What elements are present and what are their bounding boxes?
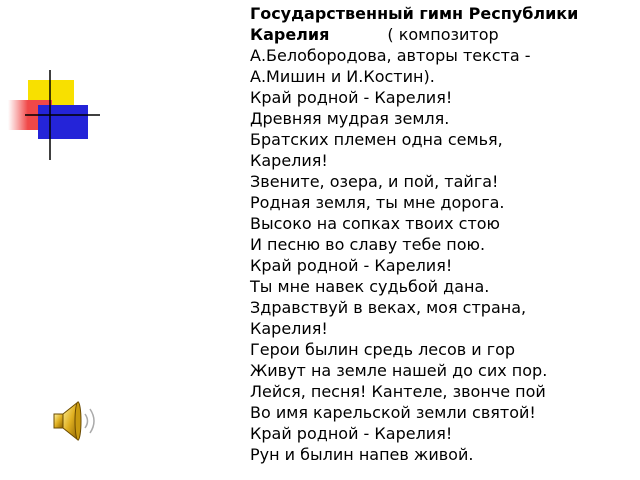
composer-line-2: А.Белобородова, авторы текста -	[250, 46, 531, 65]
verse-line: Край родной - Карелия!	[250, 256, 453, 275]
composer-info: ( композитор	[387, 25, 499, 44]
verse-line: Рун и былин напев живой.	[250, 445, 474, 464]
composer-line-3: А.Мишин и И.Костин).	[250, 67, 435, 86]
verse-line: Карелия!	[250, 319, 328, 338]
speaker-icon[interactable]	[50, 398, 102, 444]
verse-line: Герои былин средь лесов и гор	[250, 340, 516, 359]
decorative-squares	[0, 0, 100, 160]
verse-line: Родная земля, ты мне дорога.	[250, 193, 505, 212]
verse-line: Ты мне навек судьбой дана.	[250, 277, 490, 296]
verse-line: Живут на земле нашей до сих пор.	[250, 361, 548, 380]
title-line-1: Государственный гимн Республики	[250, 4, 579, 23]
verse-line: Край родной - Карелия!	[250, 424, 453, 443]
verse-line: Звените, озера, и пой, тайга!	[250, 172, 499, 191]
verse-line: Древняя мудрая земля.	[250, 109, 450, 128]
verse-line: Карелия!	[250, 151, 328, 170]
verse-line: И песню во славу тебе пою.	[250, 235, 486, 254]
verse-line: Лейся, песня! Кантеле, звонче пой	[250, 382, 546, 401]
title-line-2	[250, 24, 638, 45]
verse-line: Во имя карельской земли святой!	[250, 403, 536, 422]
verse-line: Братских племен одна семья,	[250, 130, 503, 149]
verse-line: Высоко на сопках твоих стою	[250, 214, 501, 233]
title-name: Карелия	[250, 25, 330, 44]
verse-line: Край родной - Карелия!	[250, 88, 453, 107]
blue-square	[38, 105, 88, 139]
verse-line: Здравствуй в веках, моя страна,	[250, 298, 527, 317]
anthem-text	[250, 3, 638, 465]
